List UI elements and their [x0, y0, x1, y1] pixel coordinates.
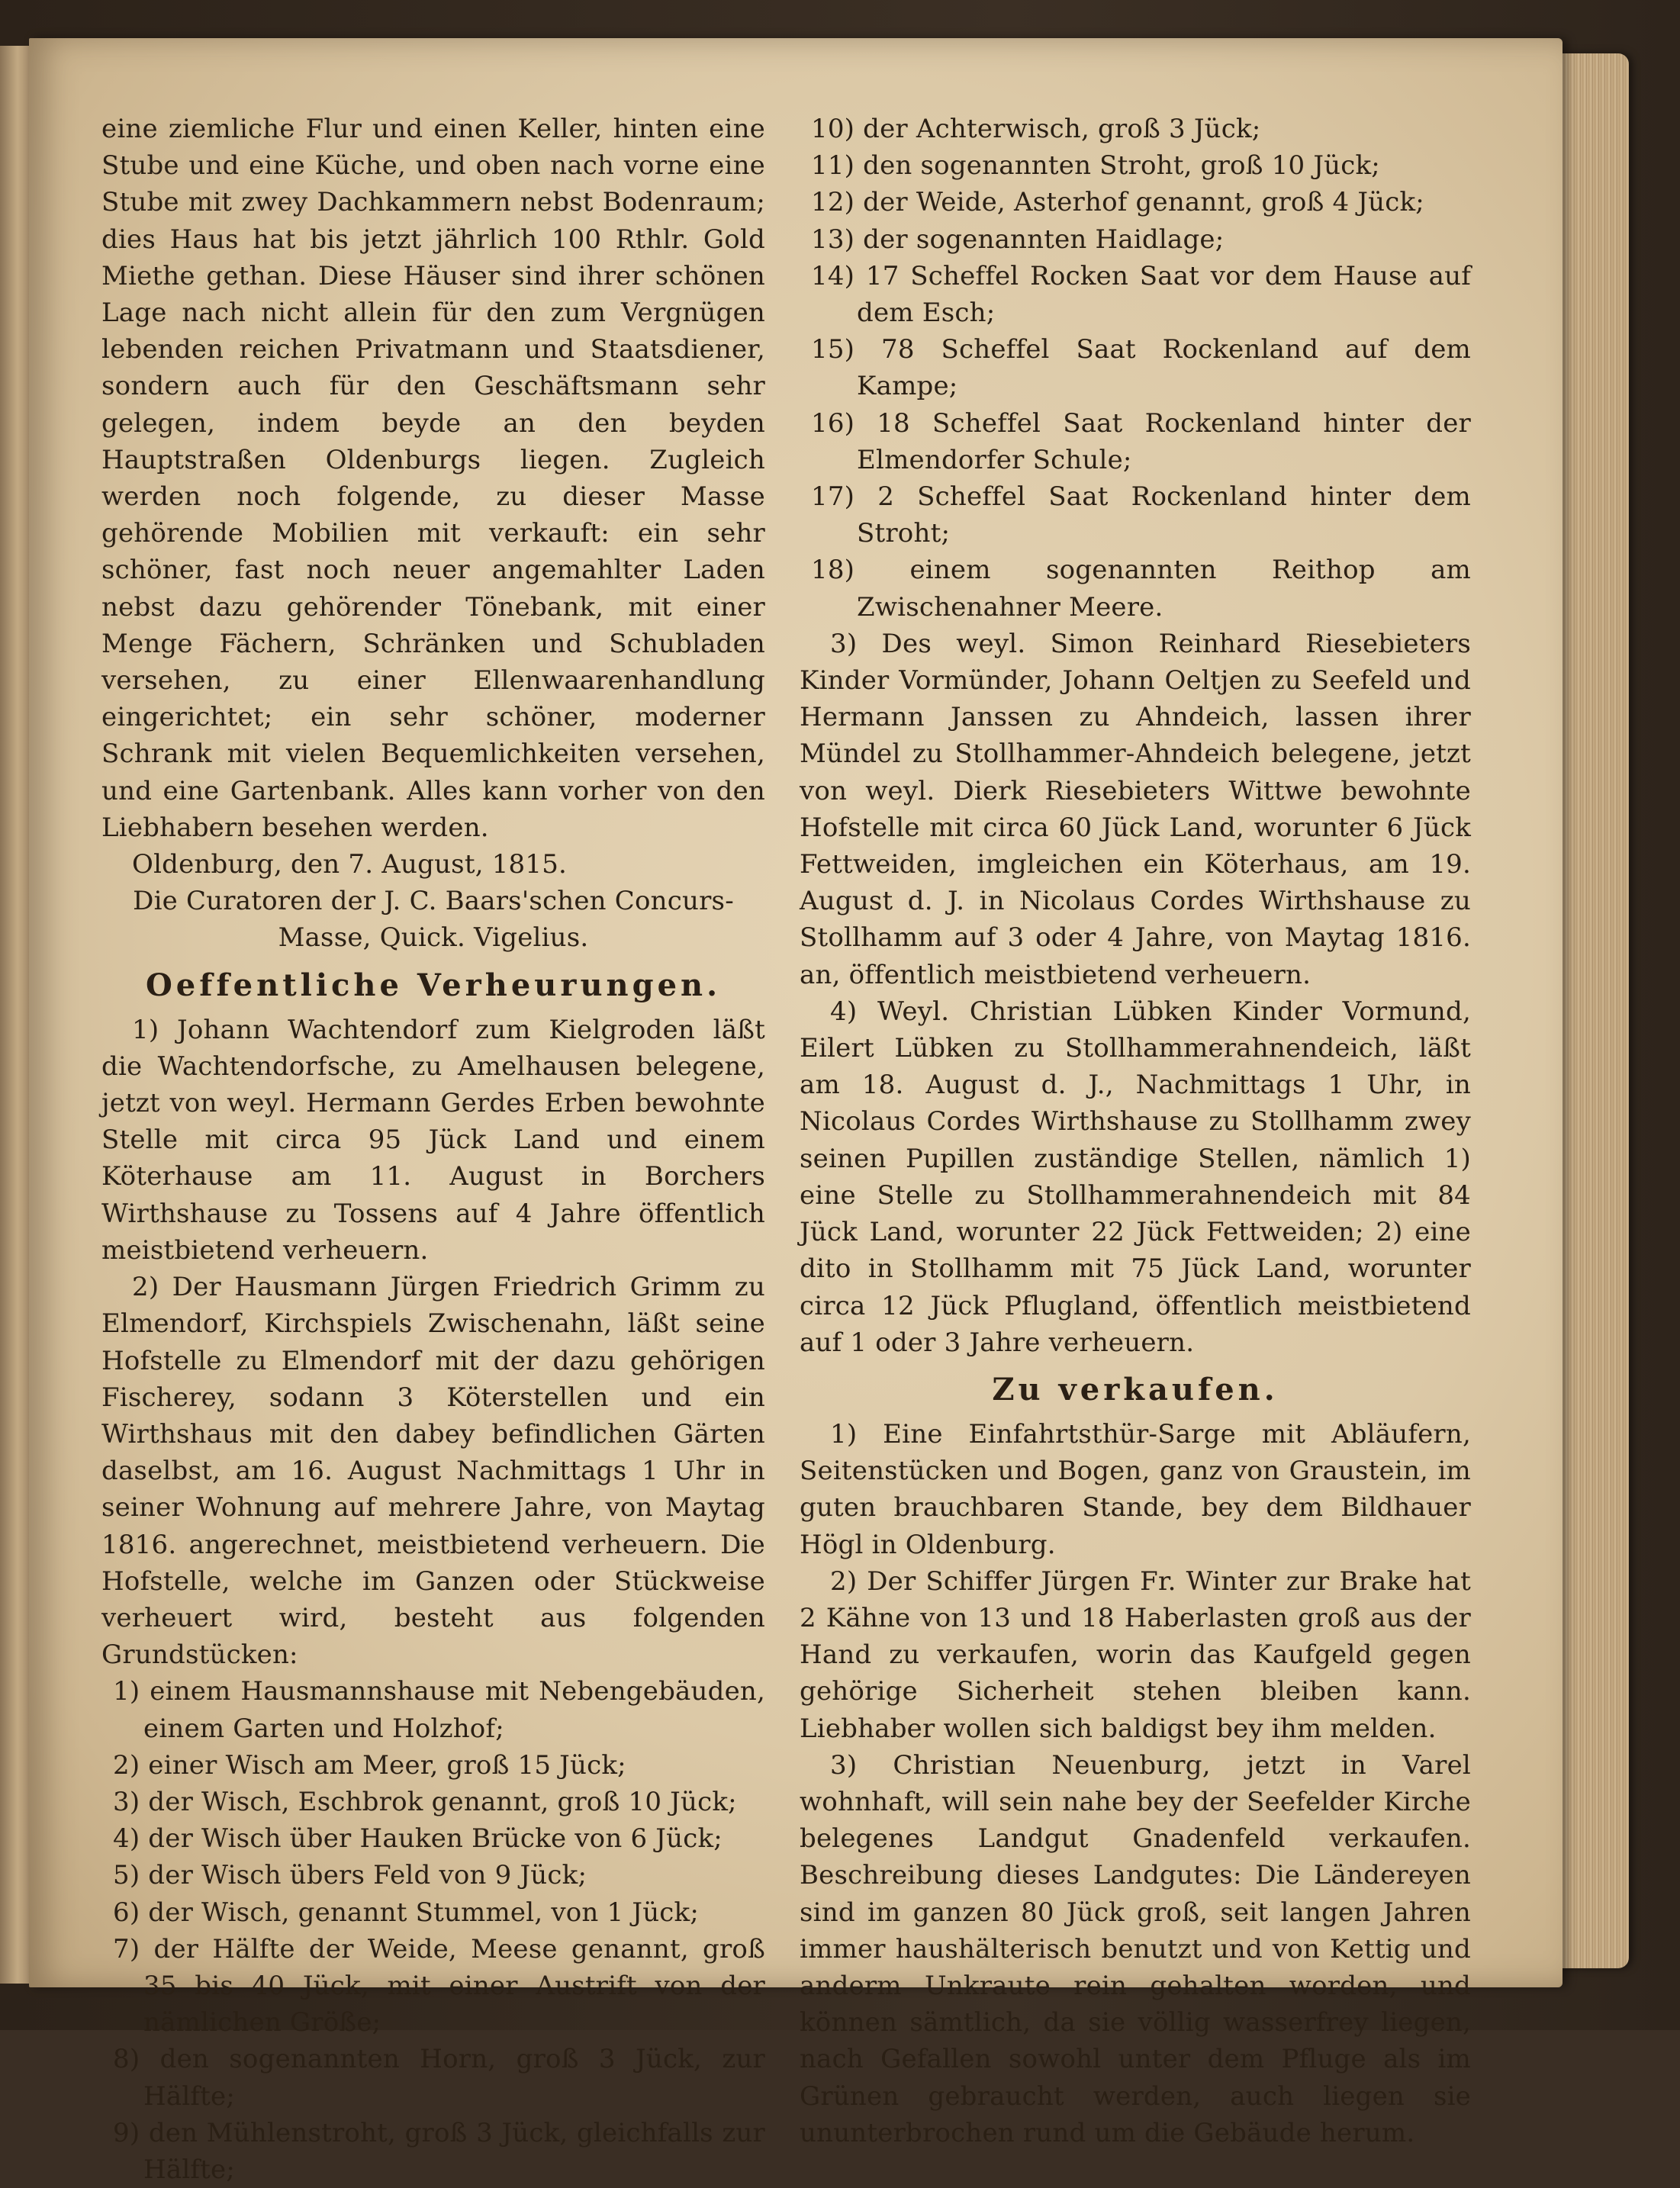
- list-item: 4) der Wisch über Hauken Brücke von 6 Jück;: [113, 1823, 723, 1855]
- left-column: [101, 111, 765, 2188]
- paragraph: Oldenburg, den 7. August, 1815.: [132, 849, 568, 880]
- list-item: 11) den sogenannten Stroht, groß 10 Jück;: [811, 150, 1380, 182]
- list-item: 8) den sogenannten Horn, groß 3 Jück, zur Hälfte;: [113, 2044, 765, 2112]
- list-item: 17) 2 Scheffel Saat Rockenland hinter dem Stroht;: [811, 481, 1471, 549]
- list-item: 13) der sogenannten Haidlage;: [811, 224, 1225, 255]
- list-item: 15) 78 Scheffel Saat Rockenland auf dem Kampe;: [811, 334, 1471, 402]
- paragraph: eine ziemliche Flur und einen Keller, hinten eine Stube und eine Küche, und oben nach vorne eine Stube mit zwey Dachkammern nebst Bodenraum; dies Haus hat bis jetzt jährlich 100 Rthlr. Gold Miethe gethan. Diese Häuser sind ihrer schönen Lage nach nicht allein für den zum Vergnügen lebenden reichen Privatmann und Staatsdiener, sondern auch für den Geschäftsmann sehr gelegen, indem beyde an den beyden Hauptstraßen Oldenburgs liegen. Zugleich werden noch folgende, zu dieser Masse gehörende Mobilien mit verkauft: ein sehr schöner, fast noch neuer angemahlter Laden nebst dazu gehörender Tönebank, mit einer Menge Fächern, Schränken und Schubladen versehen, zu einer Ellenwaarenhandlung eingerichtet; ein sehr schöner, moderner Schrank mit vielen Bequemlichkeiten versehen, und eine Gartenbank. Alles kann vorher von den Liebhabern besehen werden.: [101, 114, 765, 843]
- list-item: 2) einer Wisch am Meer, groß 15 Jück;: [113, 1749, 626, 1781]
- list-item: 1) einem Hausmannshause mit Nebengebäuden, einem Garten und Holzhof;: [113, 1676, 765, 1744]
- page-stack-edge: [1556, 53, 1629, 1968]
- paragraph: Die Curatoren der J. C. Baars'schen Concurs-: [133, 886, 734, 917]
- book-page: [29, 38, 1563, 2185]
- paragraph: 3) Christian Neuenburg, jetzt in Varel wohnhaft, will sein nahe bey der Seefelder Kirche belegenes Landgut Gnadenfeld verkaufen. Beschreibung dieses Landgutes: Die Ländereyen sind im ganzen 80 Jück groß, seit langen Jahren immer haushälterisch benutzt und von Kettig und anderm Unkraute rein gehalten worden, und können sämtlich, da sie völlig wasserfrey liegen, nach Gefallen sowohl unter dem Pfluge als im Grünen gebraucht werden, auch liegen sie ununterbrochen rund um die Gebäude herum.: [800, 1749, 1471, 2148]
- list-item: 18) einem sogenannten Reithop am Zwischenahner Meere.: [811, 555, 1471, 623]
- list-item: 10) der Achterwisch, groß 3 Jück;: [811, 114, 1261, 144]
- right-column: [800, 111, 1471, 2151]
- paragraph: Masse, Quick. Vigelius.: [278, 922, 589, 954]
- paragraph: 1) Johann Wachtendorf zum Kielgroden läßt die Wachtendorfsche, zu Amelhausen belegene, jetzt von weyl. Hermann Gerdes Erben bewohnte Stelle mit circa 95 Jück Land und einem Köterhause am 11. August in Borchers Wirthshause zu Tossens auf 4 Jahre öffentlich meistbietend verheuern.: [101, 1014, 765, 1266]
- list-item: 7) der Hälfte der Weide, Meese genannt, groß 35 bis 40 Jück, mit einer Austrift von der nämlichen Größe;: [113, 1933, 765, 2038]
- list-item: 5) der Wisch übers Feld von 9 Jück;: [113, 1860, 587, 1891]
- paragraph: 1) Eine Einfahrtsthür-Sarge mit Abläufern, Seitenstücken und Bogen, ganz von Graustein, im guten brauchbaren Stande, bey dem Bildhauer Högl in Oldenburg.: [800, 1418, 1471, 1560]
- list-item: 16) 18 Scheffel Saat Rockenland hinter der Elmendorfer Schule;: [811, 407, 1471, 475]
- paragraph: 2) Der Schiffer Jürgen Fr. Winter zur Brake hat 2 Kähne von 13 und 18 Haberlasten groß aus der Hand zu verkaufen, worin das Kaufgeld gegen gehörige Sicherheit stehen bleiben kann. Liebhaber wollen sich baldigst bey ihm melden.: [800, 1565, 1471, 1744]
- list-item: 14) 17 Scheffel Rocken Saat vor dem Hause auf dem Esch;: [811, 260, 1471, 329]
- section-heading: Oeffentliche Verheurungen.: [145, 967, 722, 1003]
- list-item: 3) der Wisch, Eschbrok genannt, groß 10 Jück;: [113, 1786, 737, 1817]
- list-item: 6) der Wisch, genannt Stummel, von 1 Jück;: [113, 1897, 699, 1928]
- paragraph: 4) Weyl. Christian Lübken Kinder Vormund, Eilert Lübken zu Stollhammerahnendeich, läßt am 18. August d. J., Nachmittags 1 Uhr, in Nicolaus Cordes Wirthshause zu Stollhamm zwey seinen Pupillen zuständige Stellen, nämlich 1) eine Stelle zu Stollhammerahnendeich mit 84 Jück Land, worunter 22 Jück Fettweiden; 2) eine dito in Stollhamm mit 75 Jück Land, worunter circa 12 Jück Pflugland, öffentlich meistbietend auf 1 oder 3 Jahre verheuern.: [800, 996, 1471, 1358]
- list-item: 12) der Weide, Asterhof genannt, groß 4 Jück;: [811, 187, 1424, 218]
- section-heading: Zu verkaufen.: [992, 1371, 1279, 1408]
- previous-page-edge: [0, 46, 31, 1984]
- paragraph: 3) Des weyl. Simon Reinhard Riesebieters Kinder Vormünder, Johann Oeltjen zu Seefeld und Hermann Janssen zu Ahndeich, lassen ihrer Mündel zu Stollhammer-Ahndeich belegene, jetzt von weyl. Dierk Riesebieters Wittwe bewohnte Hofstelle mit circa 60 Jück Land, worunter 6 Jück Fettweiden, imgleichen ein Köterhaus, am 19. August d. J. in Nicolaus Cordes Wirthshause zu Stollhamm auf 3 oder 4 Jahre, von Maytag 1816. an, öffentlich meistbietend verheuern.: [800, 628, 1471, 990]
- paragraph: 2) Der Hausmann Jürgen Friedrich Grimm zu Elmendorf, Kirchspiels Zwischenahn, läßt seine Hofstelle zu Elmendorf mit der dazu gehörigen Fischerey, sodann 3 Köterstellen und ein Wirthshaus mit den dabey befindlichen Gärten daselbst, am 16. August Nachmittags 1 Uhr in seiner Wohnung auf mehrere Jahre, von Maytag 1816. angerechnet, meistbietend verheuern. Die Hofstelle, welche im Ganzen oder Stückweise verheuert wird, besteht aus folgenden Grundstücken:: [101, 1272, 765, 1671]
- list-item: 9) den Mühlenstroht, groß 3 Jück, gleichfalls zur Hälfte;: [113, 2117, 765, 2185]
